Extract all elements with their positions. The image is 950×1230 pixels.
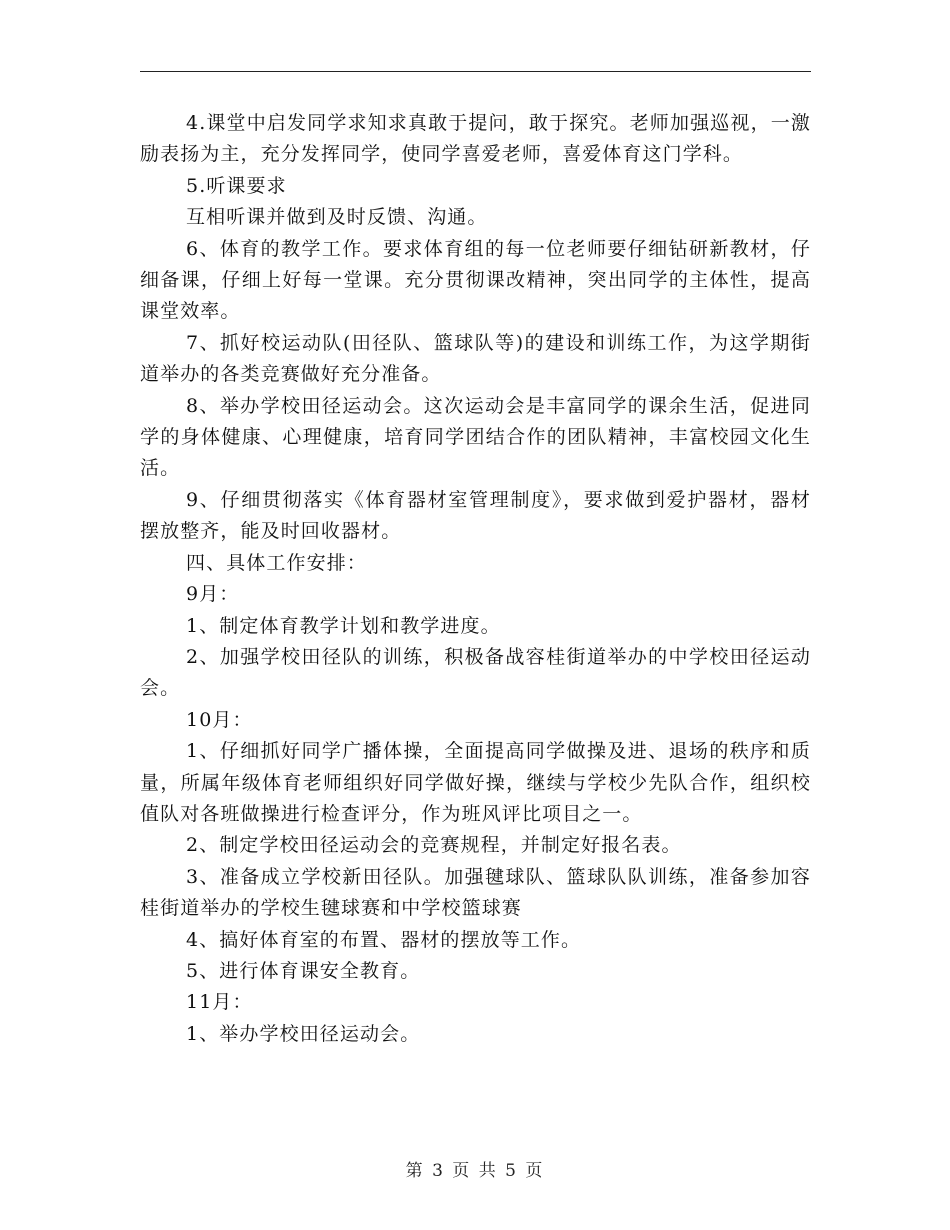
october-item-2: 2、制定学校田径运动会的竞赛规程，并制定好报名表。	[186, 834, 682, 857]
paragraph-6-teaching: 6、体育的教学工作。要求体育组的每一位老师要仔细钻研新教材，仔细备课，仔细上好每一堂课。充分贯彻课改精神，突出同学的主体性，提高课堂效率。	[140, 237, 811, 323]
document-body	[140, 108, 811, 1050]
paragraph-8-sports-meet: 8、举办学校田径运动会。这次运动会是丰富同学的课余生活，促进同学的身体健康、心理健康，培育同学团结合作的团队精神，丰富校园文化生活。	[140, 394, 811, 480]
october-item-5: 5、进行体育课安全教育。	[186, 959, 421, 982]
month-november-heading: 11月：	[186, 991, 253, 1014]
month-september-heading: 9月：	[186, 583, 240, 606]
paragraph-5-body: 互相听课并做到及时反馈、沟通。	[186, 206, 488, 229]
november-item-1: 1、举办学校田径运动会。	[186, 1022, 421, 1045]
page-footer	[0, 1156, 950, 1181]
month-october-heading: 10月：	[186, 708, 253, 731]
paragraph-7-sports-team: 7、抓好校运动队(田径队、篮球队等)的建设和训练工作，为这学期街道举办的各类竞赛做好充分准备。	[140, 331, 811, 386]
october-item-3: 3、准备成立学校新田径队。加强毽球队、篮球队队训练，准备参加容桂街道举办的学校生毽球赛和中学校篮球赛	[140, 865, 811, 920]
page-number-label: 第 3 页 共 5 页	[405, 1161, 545, 1181]
paragraph-9-equipment: 9、仔细贯彻落实《体育器材室管理制度》，要求做到爱护器材，器材摆放整齐，能及时回收器材。	[140, 488, 811, 543]
october-item-4: 4、搞好体育室的布置、器材的摆放等工作。	[186, 928, 582, 951]
paragraph-5-heading: 5.听课要求	[186, 174, 287, 197]
paragraph-4-classroom: 4.课堂中启发同学求知求真敢于提问，敢于探究。老师加强巡视，一激励表扬为主，充分发挥同学，使同学喜爱老师，喜爱体育这门学科。	[140, 112, 811, 166]
september-item-1: 1、制定体育教学计划和教学进度。	[186, 614, 501, 637]
october-item-1: 1、仔细抓好同学广播体操，全面提高同学做操及进、退场的秩序和质量，所属年级体育老师组织好同学做好操，继续与学校少先队合作，组织校值队对各班做操进行检查评分，作为班风评比项目之一。	[140, 740, 811, 825]
section-4-heading: 四、具体工作安排：	[186, 551, 367, 574]
september-item-2: 2、加强学校田径队的训练，积极备战容桂街道举办的中学校田径运动会。	[140, 645, 811, 700]
header-rule	[140, 71, 811, 72]
